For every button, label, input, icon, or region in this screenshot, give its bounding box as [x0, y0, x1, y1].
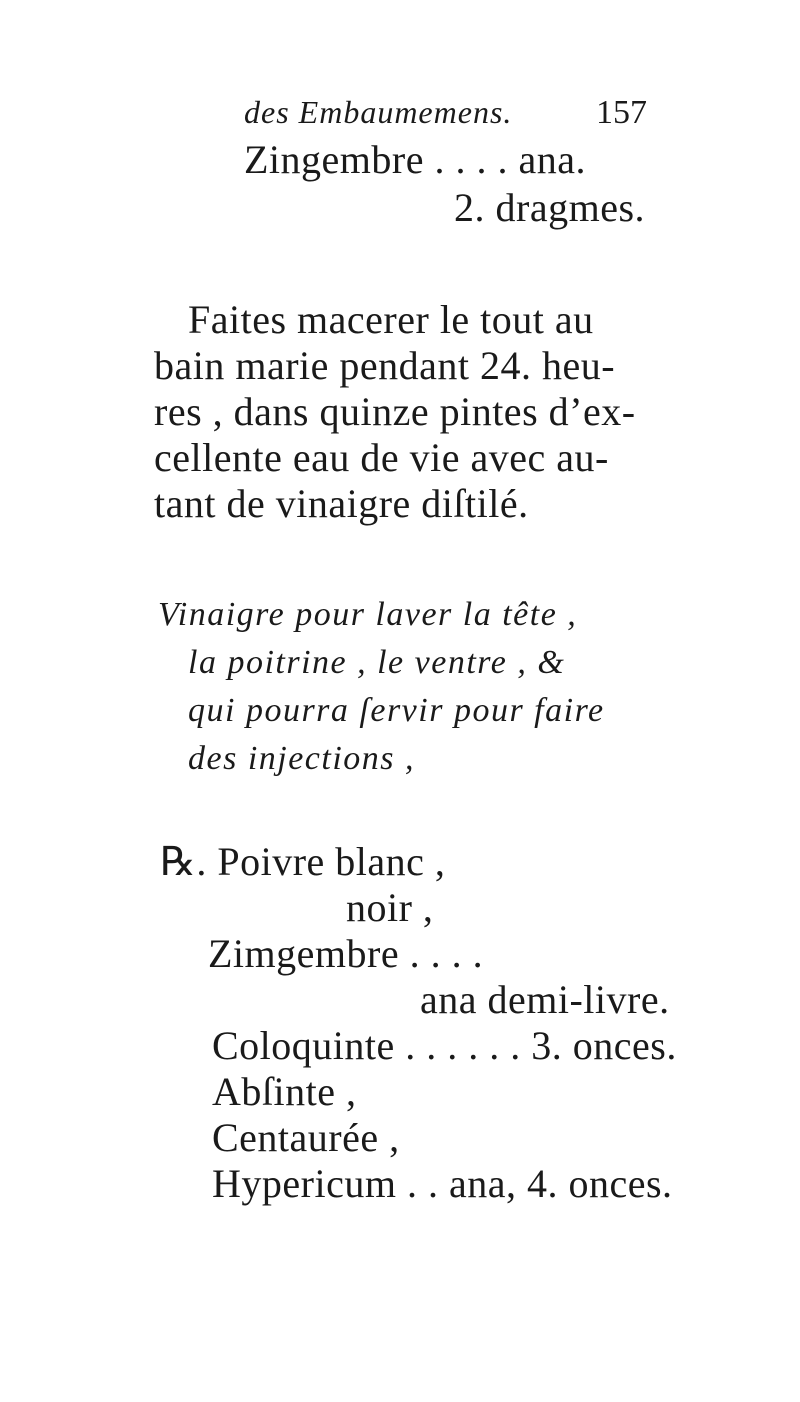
- section-heading-line: des injections ,: [188, 740, 416, 777]
- recipe-line: Hypericum . . ana, 4. onces.: [212, 1161, 673, 1206]
- section-heading-line: la poitrine , le ventre , &: [188, 644, 566, 681]
- recipe-line: noir ,: [346, 885, 434, 930]
- paragraph-line: tant de vinaigre diſtilé.: [154, 481, 529, 526]
- recipe-top-line-1: Zingembre . . . . ana.: [244, 137, 586, 182]
- recipe-top-line-2: 2. dragmes.: [454, 185, 646, 230]
- running-title: des Embaumemens.: [244, 94, 513, 130]
- recipe-line: Abſinte ,: [212, 1069, 357, 1114]
- page-number: 157: [596, 94, 647, 131]
- paragraph-line: bain marie pendant 24. heu-: [154, 343, 616, 388]
- section-heading-line: qui pourra ſervir pour faire: [188, 692, 605, 729]
- recipe-line: Centaurée ,: [212, 1115, 400, 1160]
- section-heading-line: Vinaigre pour laver la tête ,: [158, 596, 578, 633]
- recipe-line: Coloquinte . . . . . . 3. onces.: [212, 1023, 677, 1068]
- recipe-line: ana demi-livre.: [420, 977, 670, 1022]
- paragraph-line: Faites macerer le tout au: [188, 297, 594, 342]
- paragraph-line: cellente eau de vie avec au-: [154, 435, 609, 480]
- recipe-line: Zimgembre . . . .: [208, 931, 484, 976]
- paragraph-line: res , dans quinze pintes d’ex-: [154, 389, 636, 434]
- recipe-line: ℞. Poivre blanc ,: [160, 839, 446, 884]
